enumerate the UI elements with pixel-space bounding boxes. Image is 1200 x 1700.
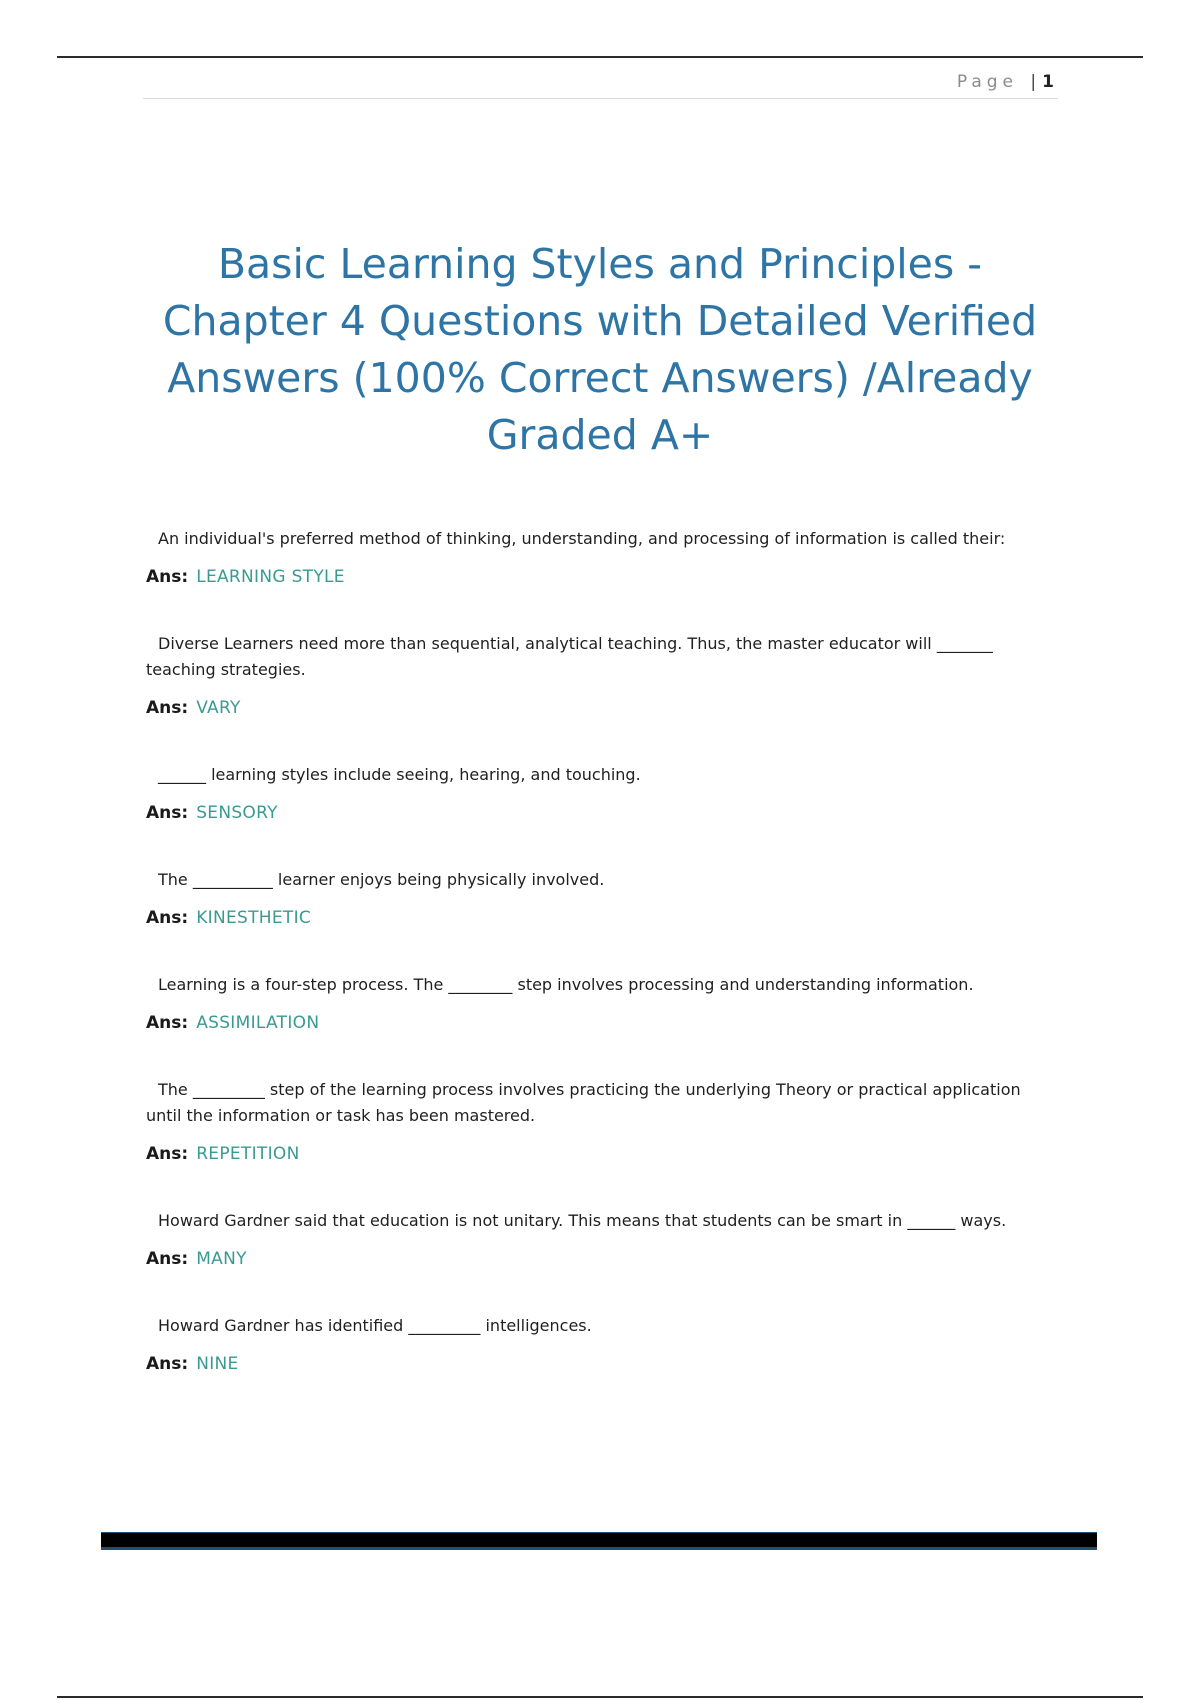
answer-line <box>146 695 1036 721</box>
document-title: Basic Learning Styles and Principles - Chapter 4 Questions with Detailed Verified Answers (100% Correct Answers) /Already Graded A+ <box>162 240 1038 459</box>
question-text: Howard Gardner said that education is not unitary. This means that students can be smart in ______ ways. <box>158 1211 1007 1230</box>
page-number: 1 <box>1042 72 1054 92</box>
qa-item <box>146 1077 1036 1167</box>
question-text: The __________ learner enjoys being physically involved. <box>158 870 605 889</box>
qa-item <box>146 1208 1036 1272</box>
footer-bar <box>101 1532 1097 1550</box>
answer-line <box>146 905 1036 931</box>
question-text: ______ learning styles include seeing, hearing, and touching. <box>158 765 641 784</box>
answer-value: VARY <box>196 698 241 718</box>
answer-line <box>146 1141 1036 1167</box>
answer-label: Ans: <box>146 908 189 928</box>
answer-label: Ans: <box>146 803 189 823</box>
qa-item <box>146 631 1036 721</box>
answer-line <box>146 1246 1036 1272</box>
answer-line <box>146 564 1036 590</box>
question-text: Learning is a four-step process. The ________ step involves processing and understanding information. <box>158 975 974 994</box>
question-text: Howard Gardner has identified _________ intelligences. <box>158 1316 592 1335</box>
answer-line <box>146 1351 1036 1377</box>
answer-line <box>146 1010 1036 1036</box>
qa-item <box>146 867 1036 931</box>
answer-value: NINE <box>196 1354 239 1374</box>
answer-value: SENSORY <box>196 803 278 823</box>
answer-line <box>146 800 1036 826</box>
answer-label: Ans: <box>146 698 189 718</box>
answer-label: Ans: <box>146 567 189 587</box>
qa-item <box>146 1313 1036 1377</box>
top-border-rule <box>57 56 1143 58</box>
qa-list <box>146 526 1036 1377</box>
answer-value: REPETITION <box>196 1144 300 1164</box>
answer-value: MANY <box>196 1249 247 1269</box>
header-rule <box>143 98 1058 99</box>
qa-item <box>146 526 1036 590</box>
qa-item <box>146 972 1036 1036</box>
qa-item <box>146 762 1036 826</box>
answer-label: Ans: <box>146 1354 189 1374</box>
answer-label: Ans: <box>146 1013 189 1033</box>
page-separator: | <box>1030 72 1037 92</box>
question-text: An individual's preferred method of thinking, understanding, and processing of information is called their: <box>158 529 1006 548</box>
bottom-border-rule <box>57 1696 1143 1698</box>
answer-value: KINESTHETIC <box>196 908 312 928</box>
answer-label: Ans: <box>146 1144 189 1164</box>
page-label: Page <box>956 72 1019 92</box>
answer-label: Ans: <box>146 1249 189 1269</box>
page-number-header <box>957 72 1054 92</box>
answer-value: LEARNING STYLE <box>196 567 345 587</box>
question-text: Diverse Learners need more than sequential, analytical teaching. Thus, the master educator will _______ teaching strategies. <box>146 634 993 679</box>
question-text: The _________ step of the learning process involves practicing the underlying Theory or practical application until the information or task has been mastered. <box>146 1080 1021 1125</box>
answer-value: ASSIMILATION <box>196 1013 320 1033</box>
